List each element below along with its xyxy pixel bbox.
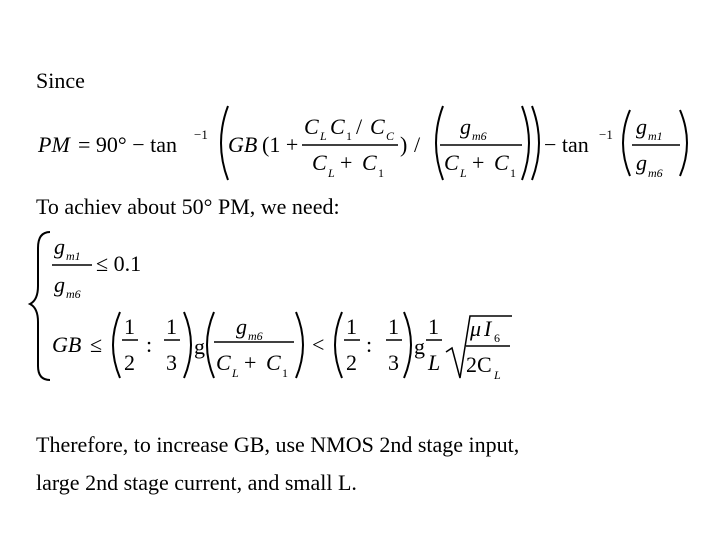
svg-text:1: 1 [378, 166, 384, 180]
svg-text:μ: μ [470, 316, 482, 341]
svg-text:1: 1 [510, 166, 516, 180]
svg-text:m1: m1 [66, 249, 81, 263]
svg-text:g: g [54, 272, 65, 297]
svg-text:2C: 2C [466, 352, 492, 377]
svg-text:L: L [328, 166, 335, 180]
svg-text:3: 3 [388, 350, 399, 375]
therefore-line-2: large 2nd stage current, and small L. [36, 470, 357, 495]
pm-symbol: PM [38, 132, 70, 157]
svg-text:≤ 0.1: ≤ 0.1 [96, 251, 142, 276]
svg-text:≤: ≤ [90, 332, 103, 357]
svg-text:g: g [194, 334, 205, 359]
svg-text:2: 2 [124, 350, 135, 375]
svg-text:L: L [428, 350, 441, 375]
svg-text::: : [366, 332, 373, 357]
svg-text:g: g [636, 150, 647, 175]
svg-text:m6: m6 [248, 329, 263, 343]
svg-text:C: C [362, 150, 377, 175]
svg-text:1: 1 [428, 314, 439, 339]
svg-text:− tan: − tan [544, 132, 589, 157]
svg-text:+: + [244, 350, 257, 375]
open-paren-one-plus: (1 + [262, 132, 299, 157]
svg-text:<: < [312, 332, 325, 357]
svg-text:L: L [460, 166, 467, 180]
svg-text::: : [146, 332, 153, 357]
svg-text:1: 1 [282, 366, 288, 380]
svg-text:+: + [472, 150, 485, 175]
svg-text:C: C [330, 114, 345, 139]
svg-text:m1: m1 [648, 129, 663, 143]
svg-text:m6: m6 [66, 287, 81, 301]
svg-text:C: C [370, 114, 385, 139]
svg-text:C: C [386, 129, 395, 143]
svg-text:C: C [266, 350, 281, 375]
svg-text:3: 3 [166, 350, 177, 375]
svg-text:I: I [484, 316, 492, 341]
therefore-line-1: Therefore, to increase GB, use NMOS 2nd stage input, [36, 432, 520, 457]
svg-text:1: 1 [346, 314, 357, 339]
svg-text:−1: −1 [599, 127, 613, 142]
svg-text:C: C [216, 350, 231, 375]
svg-text:g: g [236, 314, 247, 339]
svg-text:GB: GB [52, 332, 82, 357]
svg-text:g: g [414, 334, 425, 359]
svg-text:/: / [414, 132, 421, 157]
since-text: Since [36, 68, 85, 93]
svg-text:2: 2 [346, 350, 357, 375]
svg-text:+: + [340, 150, 353, 175]
svg-text:m6: m6 [472, 129, 487, 143]
svg-text:L: L [232, 366, 239, 380]
svg-text:m6: m6 [648, 166, 663, 180]
eq-90-tan: = 90° − tan [78, 132, 177, 157]
svg-text:1: 1 [166, 314, 177, 339]
svg-text:C: C [444, 150, 459, 175]
svg-text:C: C [304, 114, 319, 139]
svg-text:g: g [460, 114, 471, 139]
svg-text:1: 1 [388, 314, 399, 339]
svg-text:g: g [54, 234, 65, 259]
svg-text:L: L [494, 368, 501, 382]
svg-text:6: 6 [494, 331, 500, 345]
svg-text:/: / [356, 114, 363, 139]
svg-text:): ) [400, 132, 408, 157]
svg-text:C: C [494, 150, 509, 175]
svg-text:C: C [312, 150, 327, 175]
svg-text:L: L [320, 129, 327, 143]
curly-brace [30, 232, 50, 380]
svg-text:1: 1 [346, 129, 352, 143]
svg-text:g: g [636, 114, 647, 139]
tan-inverse-sup: −1 [194, 127, 208, 142]
gb-symbol: GB [228, 132, 258, 157]
achieve-text: To achiev about 50° PM, we need: [36, 194, 340, 219]
svg-text:1: 1 [124, 314, 135, 339]
